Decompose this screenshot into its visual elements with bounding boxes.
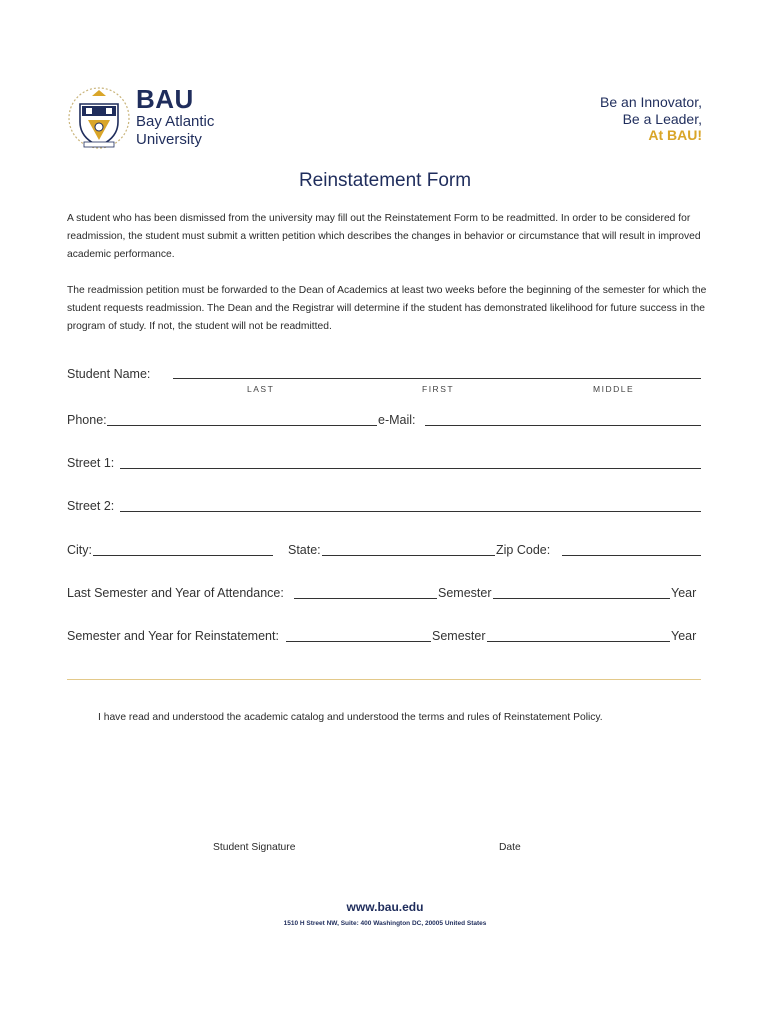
last-attendance-semester-field[interactable]: [294, 598, 437, 599]
name-sub-first: FIRST: [422, 384, 455, 394]
last-attendance-year-field[interactable]: [493, 598, 670, 599]
zip-field[interactable]: [562, 555, 701, 556]
state-label: State:: [288, 543, 321, 557]
footer-website[interactable]: www.bau.edu: [346, 900, 424, 914]
city-label: City:: [67, 543, 92, 557]
street1-label: Street 1:: [67, 456, 115, 470]
intro-paragraph: A student who has been dismissed from the university may fill out the Reinstatement Form to be readmitted. In order to be considered for readmission, the student must submit a written petition which describes the changes in behavior or circumstance that will result in improved academic performance.: [67, 213, 701, 260]
slogan-line1: Be an Innovator,: [600, 94, 702, 110]
logo-name-line1: Bay Atlantic: [136, 113, 215, 130]
student-name-field[interactable]: [173, 378, 701, 379]
reinstatement-semester-label: Semester: [432, 629, 486, 643]
reinstatement-semester-field[interactable]: [286, 641, 431, 642]
state-field[interactable]: [322, 555, 495, 556]
slogan-line2: Be a Leader,: [622, 111, 702, 127]
university-crest-logo: [66, 82, 132, 152]
footer-address: 1510 H Street NW, Suite: 400 Washington DC, 20005 United States: [283, 920, 487, 927]
street1-field[interactable]: [120, 468, 701, 469]
reinstatement-label: Semester and Year for Reinstatement:: [67, 629, 279, 643]
student-name-label: Student Name:: [67, 367, 151, 381]
city-field[interactable]: [93, 555, 273, 556]
street2-field[interactable]: [120, 511, 701, 512]
section-divider: [67, 679, 701, 680]
name-sub-middle: MIDDLE: [593, 384, 635, 394]
street2-label: Street 2:: [67, 499, 115, 513]
petition-paragraph: The readmission petition must be forwarded to the Dean of Academics at least two weeks before the beginning of the semester for which the student requests readmission. The Dean and the Registrar will determine if the student has demonstrated likelihood for future success in the program of study. If not, the student will not be readmitted.: [67, 285, 707, 332]
form-title: Reinstatement Form: [298, 170, 472, 191]
logo-abbreviation: BAU: [136, 84, 194, 114]
date-label: Date: [499, 842, 521, 853]
zip-label: Zip Code:: [496, 543, 551, 557]
phone-field[interactable]: [107, 425, 377, 426]
email-label: e-Mail:: [378, 413, 416, 427]
logo-name-line2: University: [136, 131, 202, 148]
reinstatement-year-field[interactable]: [487, 641, 670, 642]
phone-label: Phone:: [67, 413, 107, 427]
name-sub-last: LAST: [247, 384, 275, 394]
last-attendance-year-label: Year: [671, 586, 697, 600]
reinstatement-year-label: Year: [671, 629, 697, 643]
last-attendance-semester-label: Semester: [438, 586, 492, 600]
last-attendance-label: Last Semester and Year of Attendance:: [67, 586, 284, 600]
email-field[interactable]: [425, 425, 701, 426]
student-signature-label: Student Signature: [213, 842, 296, 853]
slogan-line3: At BAU!: [648, 127, 702, 143]
acknowledgement-text: I have read and understood the academic catalog and understood the terms and rules of Reinstatement Policy.: [98, 712, 603, 723]
